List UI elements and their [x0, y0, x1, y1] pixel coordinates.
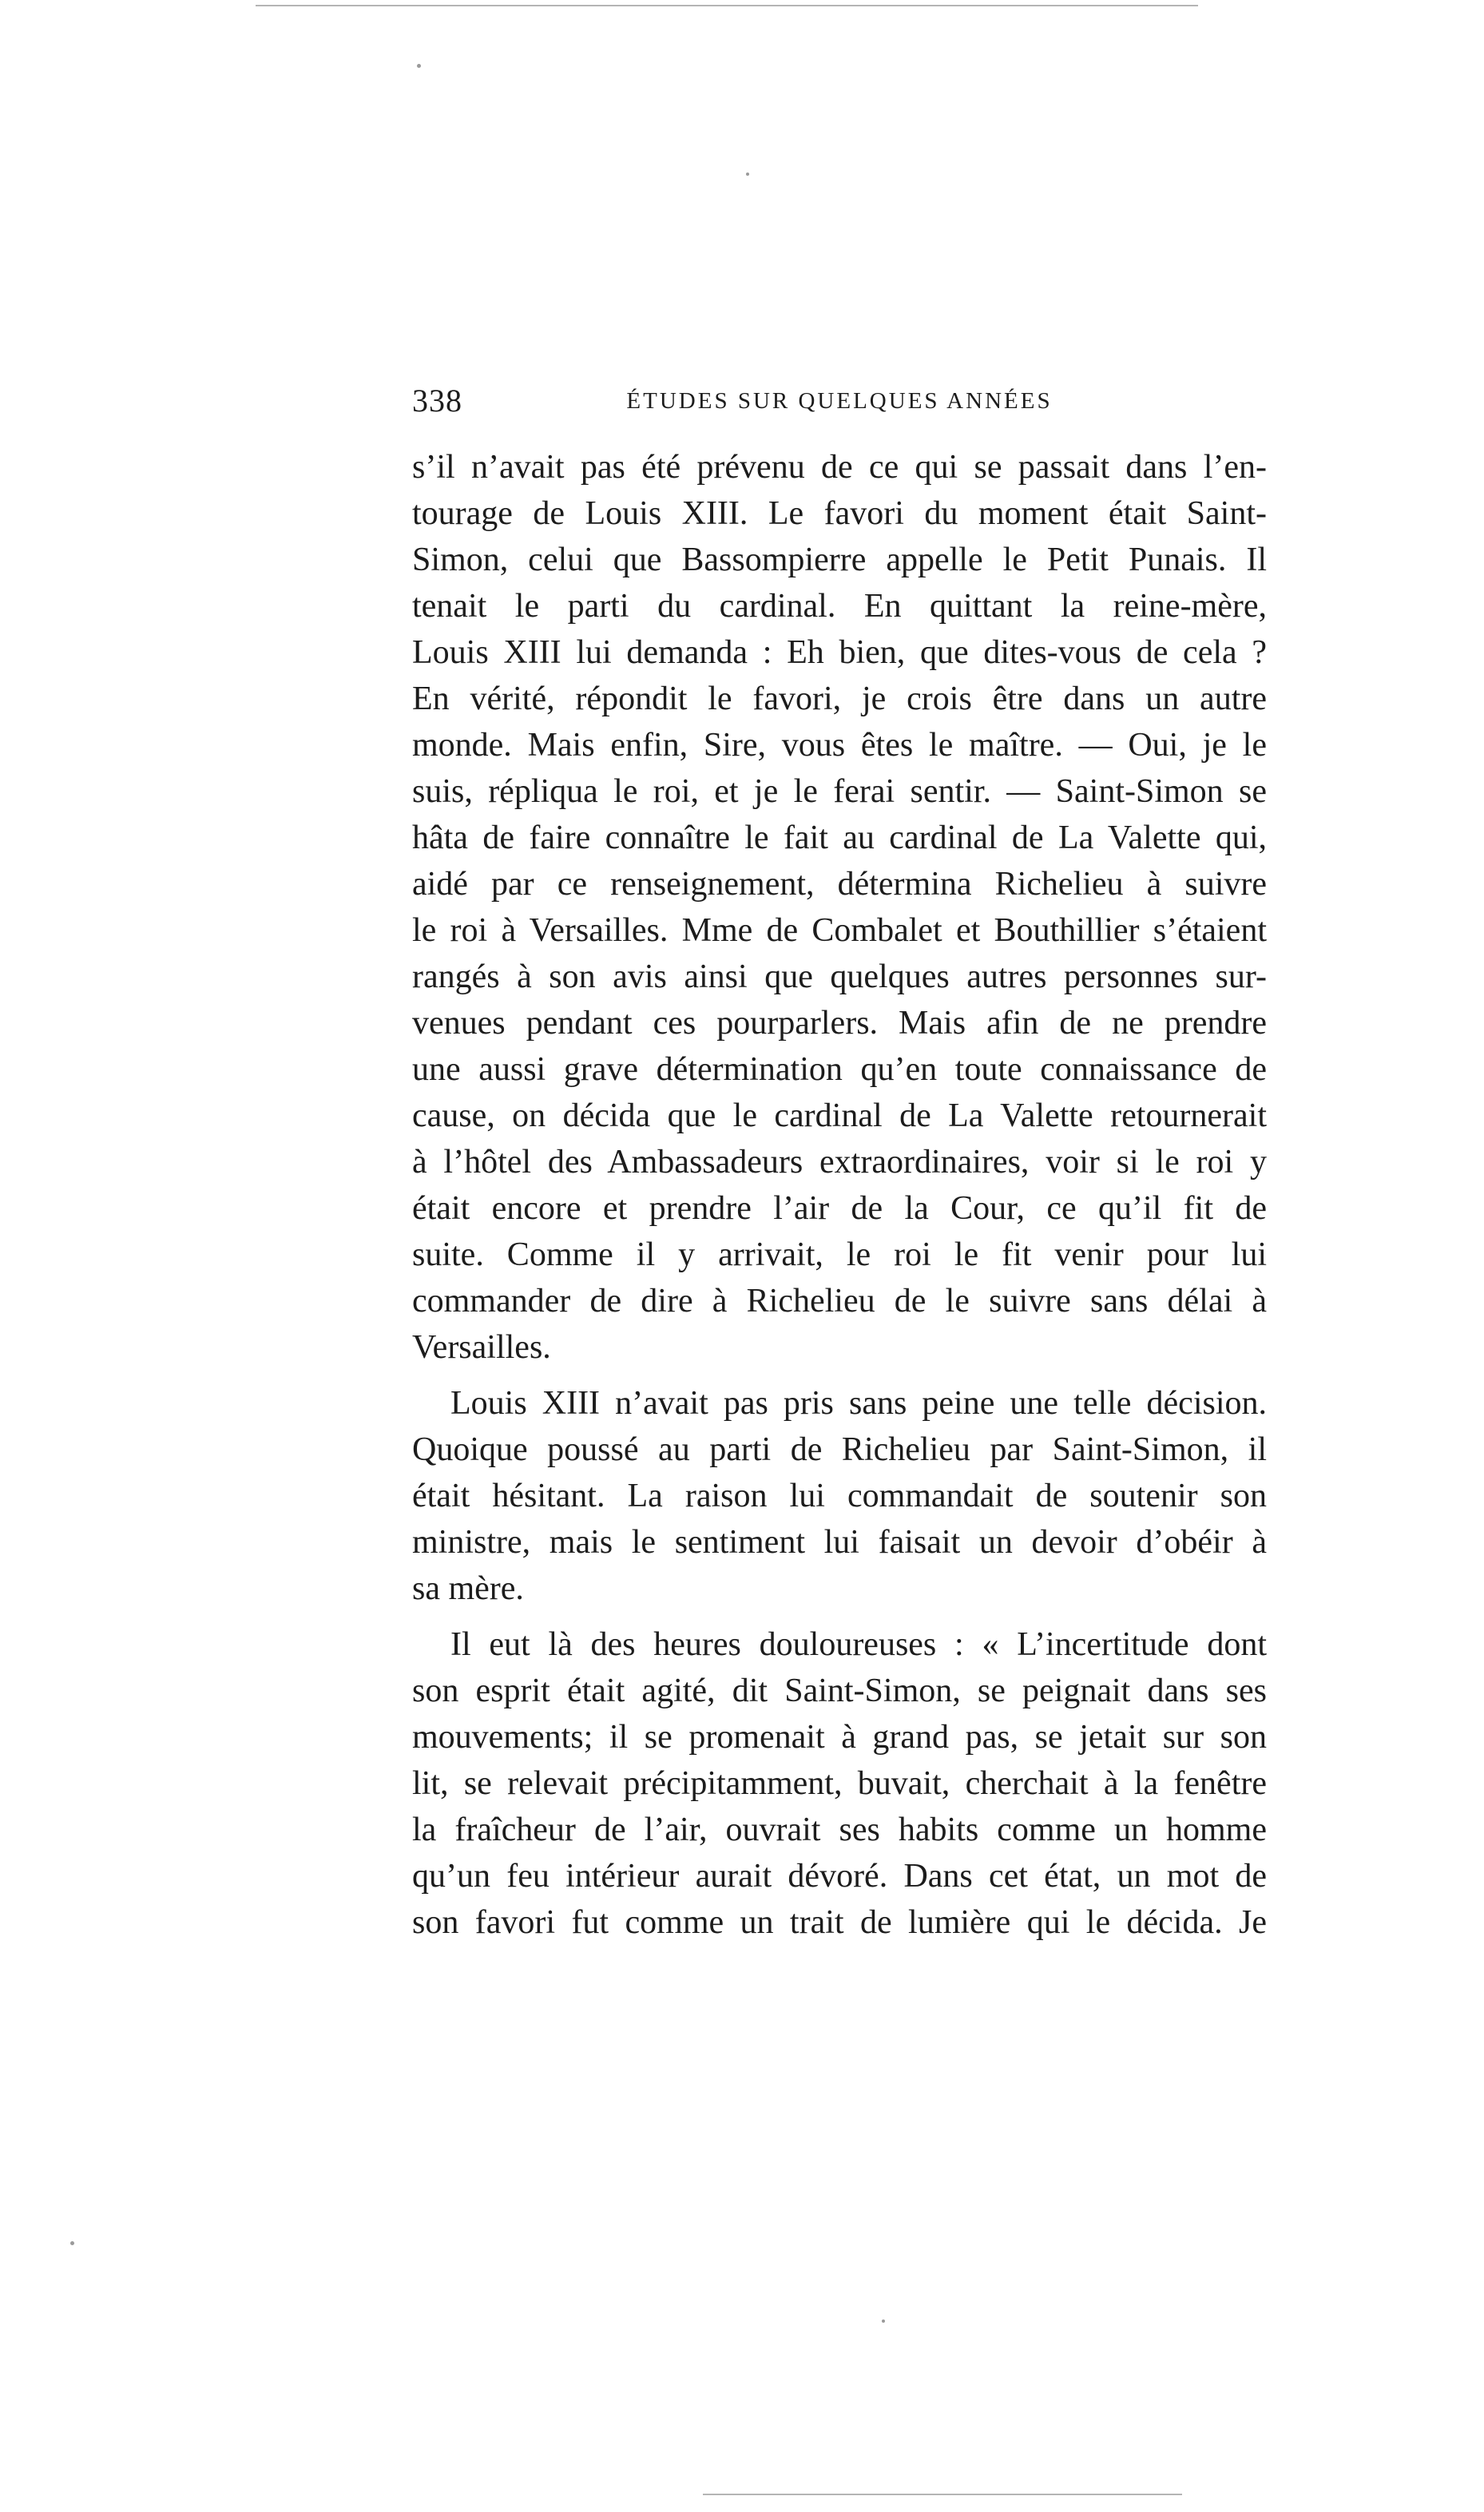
- text-line: le roi à Versailles. Mme de Combalet et Bouthillier s’étaient: [412, 912, 1267, 949]
- text-line: Louis XIII lui demanda : Eh bien, que dites-vous de cela ?: [412, 634, 1267, 671]
- scan-speck: [417, 64, 421, 68]
- body-text: [412, 444, 1267, 1946]
- text-line: suis, répliqua le roi, et je le ferai sentir. — Saint-Simon se: [412, 773, 1267, 810]
- text-line: aidé par ce renseignement, détermina Richelieu à suivre: [412, 866, 1267, 903]
- text-line: suite. Comme il y arrivait, le roi le fit venir pour lui: [412, 1236, 1267, 1273]
- text-line: était hésitant. La raison lui commandait de soutenir son: [412, 1478, 1267, 1514]
- scan-speck: [882, 2320, 885, 2323]
- paragraph-gap: [412, 1371, 1267, 1380]
- text-line: était encore et prendre l’air de la Cour, ce qu’il fit de: [412, 1190, 1267, 1227]
- text-line: Quoique poussé au parti de Richelieu par Saint-Simon, il: [412, 1431, 1267, 1468]
- text-line: venues pendant ces pourparlers. Mais afin de ne prendre: [412, 1005, 1267, 1042]
- scan-speck: [70, 2241, 74, 2245]
- text-line: la fraîcheur de l’air, ouvrait ses habits comme un homme: [412, 1812, 1267, 1848]
- text-line: sa mère.: [412, 1570, 524, 1607]
- text-line: une aussi grave détermination qu’en toute connaissance de: [412, 1051, 1267, 1088]
- paragraph: [412, 1380, 1267, 1612]
- text-line: son favori fut comme un trait de lumière qui le décida. Je: [412, 1904, 1267, 1941]
- running-head: ÉTUDES SUR QUELQUES ANNÉES: [626, 388, 1053, 414]
- paragraph: [412, 1621, 1267, 1946]
- text-line: Simon, celui que Bassompierre appelle le Petit Punais. Il: [412, 542, 1267, 578]
- text-line: son esprit était agité, dit Saint-Simon, se peignait dans ses: [412, 1673, 1267, 1709]
- scan-edge-top: [256, 5, 1198, 6]
- text-line: lit, se relevait précipitamment, buvait, cherchait à la fenêtre: [412, 1765, 1267, 1802]
- text-line: tourage de Louis XIII. Le favori du moment était Saint-: [412, 495, 1267, 532]
- text-line: monde. Mais enfin, Sire, vous êtes le maître. — Oui, je le: [412, 727, 1267, 764]
- text-line: cause, on décida que le cardinal de La Valette retournerait: [412, 1097, 1267, 1134]
- text-line: tenait le parti du cardinal. En quittant la reine-mère,: [412, 588, 1267, 625]
- scan-edge-bottom: [703, 2494, 1182, 2495]
- paragraph: [412, 444, 1267, 1371]
- text-line: ministre, mais le sentiment lui faisait un devoir d’obéir à: [412, 1524, 1267, 1561]
- text-line: En vérité, répondit le favori, je crois être dans un autre: [412, 681, 1267, 717]
- paragraph-gap: [412, 1612, 1267, 1621]
- text-line: s’il n’avait pas été prévenu de ce qui se passait dans l’en-: [412, 449, 1267, 486]
- page-header: [412, 382, 1267, 430]
- text-line: qu’un feu intérieur aurait dévoré. Dans cet état, un mot de: [412, 1858, 1267, 1895]
- text-line: rangés à son avis ainsi que quelques autres personnes sur-: [412, 958, 1267, 995]
- page-number: 338: [412, 383, 462, 419]
- text-line: hâta de faire connaître le fait au cardinal de La Valette qui,: [412, 819, 1267, 856]
- text-line: mouvements; il se promenait à grand pas, se jetait sur son: [412, 1719, 1267, 1756]
- text-line: Versailles.: [412, 1329, 551, 1366]
- text-line: commander de dire à Richelieu de le suivre sans délai à: [412, 1283, 1267, 1319]
- text-line: à l’hôtel des Ambassadeurs extraordinaires, voir si le roi y: [412, 1144, 1267, 1181]
- scan-speck: [746, 173, 749, 176]
- text-line: Louis XIII n’avait pas pris sans peine une telle décision.: [450, 1385, 1267, 1422]
- text-line: Il eut là des heures douloureuses : « L’incertitude dont: [450, 1626, 1267, 1663]
